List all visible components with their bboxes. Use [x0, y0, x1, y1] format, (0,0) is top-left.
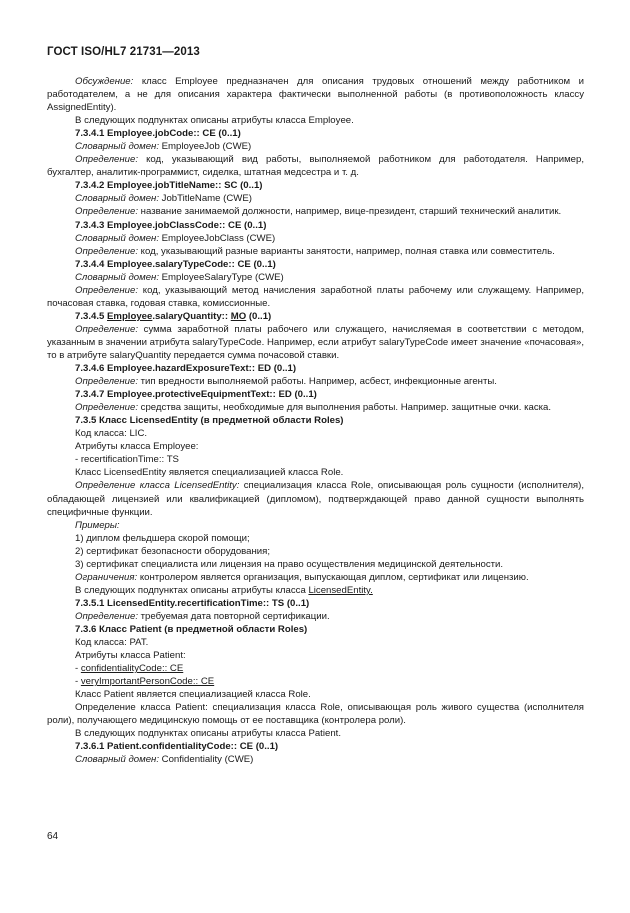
definition-line [47, 401, 584, 414]
heading-part: 7.3.4.5 [75, 310, 108, 322]
section-heading: 7.3.4.4 Employee.salaryTypeCode:: CE (0..1) [75, 258, 276, 270]
paragraph: Атрибуты класса Employee: [75, 441, 199, 453]
list-item [47, 662, 584, 675]
list-item: - recertificationTime:: TS [75, 454, 179, 466]
list-dash: - [75, 663, 81, 675]
section-heading [47, 310, 584, 323]
term-label: Обсуждение: [75, 76, 134, 87]
definition-line [47, 610, 584, 623]
underlined-term: LicensedEntity. [308, 584, 373, 596]
domain-line [47, 192, 584, 205]
section-heading: 7.3.4.2 Employee.jobTitleName:: SC (0..1) [75, 180, 263, 192]
definition-text: код, указывающий метод начисления заработной платы рабочему или служащему. Например, почасовая ставка, годовая ставка, комиссионные. [47, 284, 584, 309]
heading-part: (0..1) [246, 310, 272, 322]
term-label: Словарный домен: [75, 271, 159, 283]
definition-text: контролером является организация, выпускающая диплом, сертификат или лицензию. [137, 571, 529, 583]
definition-text: код, указывающий разные варианты занятости, например, полная ставка или совместитель. [138, 245, 555, 257]
term-label: Определение: [75, 376, 138, 388]
paragraph [47, 75, 584, 114]
definition-line [47, 245, 584, 258]
paragraph [47, 584, 584, 597]
term-label: Определение класса LicensedEntity: [75, 480, 240, 492]
domain-line [47, 753, 584, 766]
domain-value: Confidentiality (CWE) [158, 754, 254, 766]
section-heading: 7.3.4.7 Employee.protectiveEquipmentText:: ED (0..1) [75, 389, 317, 401]
definition-text: код, указывающий вид работы, выполняемой работником для работодателя. Например, бухгалтер, аналитик-программист, сиделка, штатная медсестра и т. д. [47, 154, 584, 179]
definition-line [47, 323, 584, 362]
paragraph-text: В следующих подпунктах описаны атрибуты класса [75, 584, 309, 596]
term-label: Определение: [75, 610, 138, 622]
constraints-line [47, 571, 584, 584]
paragraph: Определение класса Patient: специализация класса Role, описывающая роль живого существа (исполнителя роли), получающего медицинскую помощь от ее поставщика (контролера роли). [47, 702, 584, 727]
paragraph: Атрибуты класса Patient: [75, 650, 186, 662]
paragraph: Код класса: PAT. [75, 637, 149, 649]
term-label: Определение: [75, 284, 138, 296]
list-item: 2) сертификат безопасности оборудования; [75, 545, 271, 557]
section-heading: 7.3.5 Класс LicensedEntity (в предметной области Roles) [75, 415, 344, 427]
paragraph: В следующих подпунктах описаны атрибуты класса Employee. [75, 115, 354, 127]
section-heading: 7.3.4.1 Employee.jobCode:: CE (0..1) [75, 128, 241, 140]
section-heading: 7.3.4.3 Employee.jobClassCode:: CE (0..1) [75, 219, 267, 231]
examples-label: Примеры: [75, 519, 120, 531]
term-label: Определение: [75, 154, 138, 166]
heading-part: .salaryQuantity:: [152, 310, 231, 322]
domain-line [47, 271, 584, 284]
domain-line [47, 140, 584, 153]
paragraph: Класс Patient является специализацией класса Role. [75, 689, 311, 701]
section-heading: 7.3.4.6 Employee.hazardExposureText:: ED (0..1) [75, 363, 297, 375]
term-label: Словарный домен: [75, 232, 159, 244]
term-label: Определение: [75, 323, 138, 335]
definition-line [47, 375, 584, 388]
term-label: Ограничения: [75, 571, 138, 583]
document-body [47, 75, 584, 766]
page-number: 64 [47, 831, 59, 842]
definition-text: тип вредности выполняемой работы. Например, асбест, инфекционные агенты. [138, 376, 497, 388]
definition-text: средства защиты, необходимые для выполнения работы. Например. защитные очки. каска. [138, 402, 552, 414]
definition-text: требуемая дата повторной сертификации. [138, 610, 330, 622]
term-label: Определение: [75, 245, 138, 257]
term-label: Словарный домен: [75, 193, 159, 205]
list-dash: - [75, 676, 81, 688]
section-heading: 7.3.5.1 LicensedEntity.recertificationTime:: TS (0..1) [75, 597, 310, 609]
domain-value: EmployeeJobClass (CWE) [158, 232, 276, 244]
definition-line [47, 284, 584, 310]
definition-text: специализация класса Role, описывающая роль сущности (исполнителя), обладающей лицензией или квалификацией (дипломом), подтверждающей право данной сущности выполнять специфичные функции. [47, 480, 584, 518]
paragraph: Класс LicensedEntity является специализацией класса Role. [75, 467, 344, 479]
heading-part-underlined: Employee [107, 310, 153, 322]
term-label: Определение: [75, 402, 138, 414]
underlined-term: veryImportantPersonCode:: CE [80, 676, 215, 688]
section-heading: 7.3.6 Класс Patient (в предметной области Roles) [75, 623, 308, 635]
paragraph-text: класс Employee предназначен для описания трудовых отношений между работником и работодателем, а не для описания характера фактически выполненной работы (в противоположность классу AssignedEntity). [47, 76, 584, 114]
definition-text: сумма заработной платы рабочего или служащего, начисляемая в соответствии с методом, указанным в значении атрибута salaryTypeCode. Например, если атрибут salaryTypeCode имеет значение «почасовая», то в атрибуте salaryQuantity передается сумма почасовой ставки. [47, 323, 584, 361]
section-heading: 7.3.6.1 Patient.confidentialityCode:: CE (0..1) [75, 741, 279, 753]
list-item: 3) сертификат специалиста или лицензия на право осуществления медицинской деятельности. [75, 558, 504, 570]
domain-line [47, 232, 584, 245]
definition-line [47, 479, 584, 518]
domain-value: EmployeeSalaryType (CWE) [158, 271, 284, 283]
underlined-term: confidentialityCode:: CE [80, 663, 184, 675]
list-item [47, 675, 584, 688]
domain-value: JobTitleName (CWE) [158, 193, 252, 205]
term-label: Словарный домен: [75, 141, 159, 153]
definition-text: название занимаемой должности, например, вице-президент, старший технический аналитик. [138, 206, 562, 218]
domain-value: EmployeeJob (CWE) [158, 141, 252, 153]
term-label: Определение: [75, 206, 138, 218]
document-header: ГОСТ ISO/HL7 21731—2013 [47, 46, 200, 58]
term-label: Словарный домен: [75, 754, 159, 766]
definition-line [47, 205, 584, 218]
paragraph: Код класса: LIC. [75, 428, 148, 440]
definition-line [47, 153, 584, 179]
heading-part-underlined: MO [230, 310, 247, 322]
list-item: 1) диплом фельдшера скорой помощи; [75, 532, 250, 544]
paragraph: В следующих подпунктах описаны атрибуты класса Patient. [75, 728, 341, 740]
